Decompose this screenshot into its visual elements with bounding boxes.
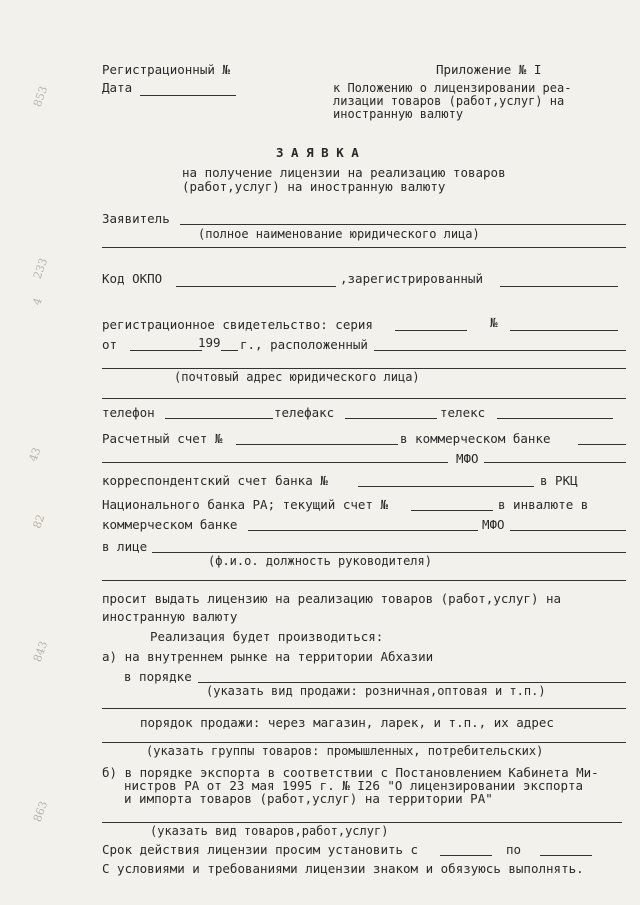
account-label: Расчетный счет № [102,431,223,446]
term-to-label: по [506,842,522,857]
year-field-line[interactable] [221,350,238,351]
applicant-field-line[interactable] [180,224,626,225]
telex-label: телекс [440,405,486,420]
goods-field-line[interactable] [102,822,622,823]
appendix-line-2: лизации товаров (работ,услуг) на [333,94,565,108]
national-bank-label: Национального банка РА; текущий счет № [102,497,388,512]
sale-order-field-line[interactable] [102,742,626,743]
goods-groups-hint: (указать группы товаров: промышленных, потребительских) [146,744,544,758]
number-sign: № [490,315,498,330]
telex-field-line[interactable] [497,418,613,419]
okpo-field-line[interactable] [176,286,336,287]
cert-number-field-line[interactable] [510,330,618,331]
margin-mark: 843 [30,639,51,664]
current-account-field-line[interactable] [411,510,493,511]
commercial-bank-field-line[interactable] [248,530,478,531]
document-title: З А Я В К А [276,145,359,160]
applicant-label: Заявитель [102,211,170,226]
margin-mark: 82 [30,512,48,531]
fax-label: телефакс [274,405,335,420]
appendix-line-3: иностранную валюту [333,107,464,121]
from-label: от [102,337,118,352]
account-field-line[interactable] [236,444,398,445]
date-label: Дата [102,80,133,95]
margin-mark: 233 [30,256,51,281]
okpo-label: Код ОКПО [102,271,163,286]
sale-type-hint: (указать вид продажи: розничная,оптовая и т.п.) [206,684,546,698]
corr-account-field-line[interactable] [358,486,534,487]
request-line-2: иностранную валюту [102,609,238,624]
title-line-2: (работ,услуг) на иностранную валюту [182,179,446,194]
sale-order-label: порядок продажи: через магазин, ларек, и т.п., их адрес [140,715,554,730]
phone-label: телефон [102,405,155,420]
mfo-label: МФО [456,451,479,466]
appendix-line-1: к Положению о лицензировании реа- [333,81,572,95]
year-value: 199 [198,335,221,350]
margin-mark: 853 [30,84,51,109]
postal-address-hint: (почтовый адрес юридического лица) [174,370,420,384]
mfo-field-line[interactable] [484,462,626,463]
date-field-line[interactable] [140,95,236,96]
address-field-line[interactable] [374,350,626,351]
option-b-line-3: и импорта товаров (работ,услуг) на территории РА" [124,791,493,806]
appendix-title: Приложение № I [436,62,542,77]
in-currency-label: в инвалюте в [498,497,589,512]
fax-field-line[interactable] [345,418,437,419]
term-from-field-line[interactable] [440,855,492,856]
series-field-line[interactable] [395,330,467,331]
registered-field-line[interactable] [500,286,618,287]
final-statement: С условиями и требованиями лицензии знаком и обязуюсь выполнять. [102,861,584,876]
cert-date-field-line[interactable] [130,350,202,351]
term-label: Срок действия лицензии просим установить с [102,842,419,857]
registered-label: ,зарегистрированный [340,271,483,286]
mfo-label-2: МФО [482,517,505,532]
commercial-bank-label: в коммерческом банке [400,431,551,446]
margin-mark: 863 [30,799,51,824]
realization-heading: Реализация будет производиться: [150,629,384,644]
bank-field-line-2[interactable] [102,462,448,463]
registration-number-label: Регистрационный № [102,62,230,77]
option-b-line-1: б) в порядке экспорта в соответствии с Постановлением Кабинета Ми- [102,765,599,780]
applicant-field-line-2[interactable] [102,247,626,248]
year-suffix-label: г., расположенный [240,337,368,352]
request-line-1: просит выдать лицензию на реализацию товаров (работ,услуг) на [102,591,562,606]
person-field-line-2[interactable] [102,580,626,581]
bank-field-line[interactable] [578,444,626,445]
margin-mark: 4 [30,295,45,308]
applicant-hint: (полное наименование юридического лица) [198,227,480,241]
margin-mark: 43 [26,445,44,464]
corr-account-label: корреспондентский счет банка № [102,473,328,488]
rkc-label: в РКЦ [540,473,578,488]
person-field-line[interactable] [152,552,626,553]
order-field-line-2[interactable] [102,708,626,709]
term-to-field-line[interactable] [540,855,592,856]
title-line-1: на получение лицензии на реализацию товаров [182,165,506,180]
address-field-line-2[interactable] [102,368,626,369]
order-label: в порядке [124,669,192,684]
option-b-line-2: нистров РА от 23 мая 1995 г. № I26 "О лицензировании экспорта [124,778,584,793]
in-person-label: в лице [102,539,148,554]
separator-line [102,398,626,399]
option-a: а) на внутреннем рынке на территории Абхазии [102,649,434,664]
mfo-field-line-2[interactable] [510,530,626,531]
person-hint: (ф.и.о. должность руководителя) [208,554,432,568]
order-field-line[interactable] [198,682,626,683]
phone-field-line[interactable] [165,418,273,419]
commercial-bank-label-2: коммерческом банке [102,517,238,532]
goods-hint: (указать вид товаров,работ,услуг) [150,824,389,838]
reg-cert-label: регистрационное свидетельство: серия [102,317,373,332]
